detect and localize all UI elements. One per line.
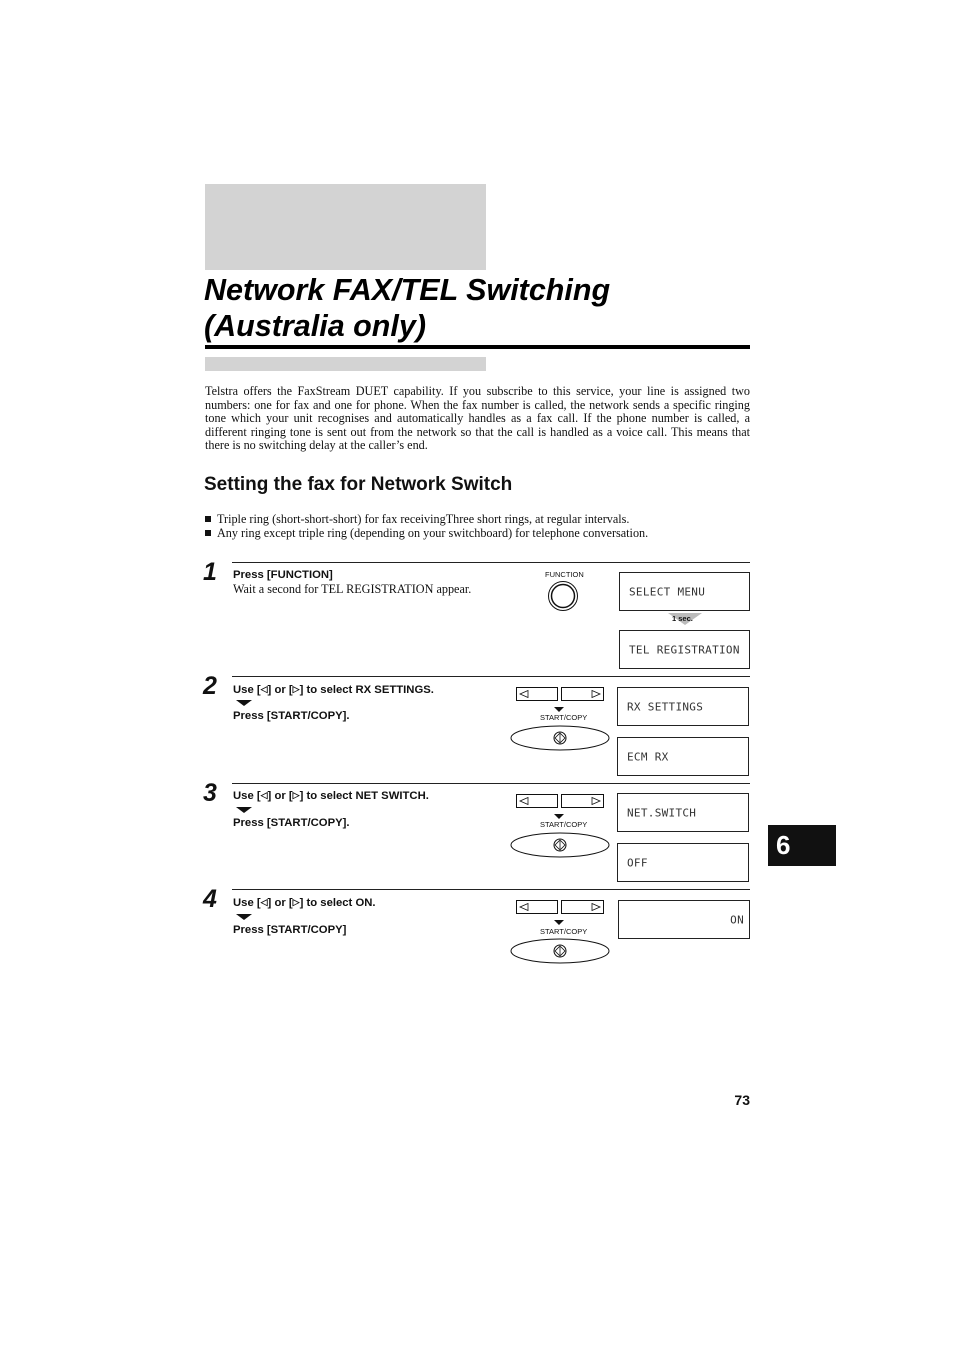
page-number: 73 xyxy=(734,1092,750,1108)
step-number: 4 xyxy=(203,885,217,913)
then-arrow-icon xyxy=(236,807,252,813)
lcd-display: ECM RX xyxy=(617,737,749,776)
intro-paragraph: Telstra offers the FaxStream DUET capability. If you subscribe to this service, your line is assigned two numbers: one for fax and one for phone. When the fax number is called, the network sends a specific ringing tone which your unit recognises and automatically handles as a fax call. If the phone number is called, a different ringing tone is sent out from the network so that the call is handled as a voice call. This means that there is no switching delay at the caller’s end. xyxy=(205,384,750,453)
step-divider xyxy=(232,783,750,784)
then-arrow-icon xyxy=(236,700,252,706)
then-arrow-icon xyxy=(236,914,252,920)
title-rule xyxy=(205,345,750,349)
right-arrow-icon: ▷ xyxy=(292,684,300,694)
step-divider xyxy=(232,676,750,677)
step-note: Wait a second for TEL REGISTRATION appear. xyxy=(233,582,472,596)
step-number: 3 xyxy=(203,779,217,807)
start-copy-key-label: START/COPY xyxy=(540,927,588,936)
right-arrow-icon: ▷ xyxy=(292,790,300,800)
square-bullet-icon xyxy=(205,530,211,536)
left-arrow-icon: ◁ xyxy=(260,897,268,907)
delay-label: 1 sec. xyxy=(672,614,693,623)
step-instruction: Press [START/COPY]. xyxy=(233,817,350,829)
step-divider xyxy=(232,562,750,563)
lcd-display: OFF xyxy=(617,843,749,882)
step-instruction: Use [◁] or [▷] to select ON. xyxy=(233,897,376,909)
start-copy-key-label: START/COPY xyxy=(540,820,588,829)
bullet-item: Any ring except triple ring (depending on your switchboard) for telephone conversation. xyxy=(205,526,750,540)
step-divider xyxy=(232,889,750,890)
step-instruction: Press [START/COPY] xyxy=(233,924,347,936)
step-number: 1 xyxy=(203,558,217,586)
step-instruction: Use [◁] or [▷] to select NET SWITCH. xyxy=(233,790,429,802)
square-bullet-icon xyxy=(205,516,211,522)
step-instruction: Press [START/COPY]. xyxy=(233,710,350,722)
title-line-2: (Australia only) xyxy=(204,309,427,343)
header-grey-strip xyxy=(205,357,486,371)
title-line-1: Network FAX/TEL Switching xyxy=(204,273,611,307)
left-arrow-icon: ◁ xyxy=(260,790,268,800)
lcd-display: RX SETTINGS xyxy=(617,687,749,726)
page-title xyxy=(204,272,764,344)
section-heading: Setting the fax for Network Switch xyxy=(204,474,513,495)
lcd-display: ON xyxy=(618,900,750,939)
lcd-display: NET.SWITCH xyxy=(617,793,749,832)
step-instruction: Press [FUNCTION] xyxy=(233,569,333,581)
start-copy-key-label: START/COPY xyxy=(540,713,588,722)
lcd-display: SELECT MENU xyxy=(619,572,750,611)
step-number: 2 xyxy=(203,672,217,700)
right-arrow-icon: ▷ xyxy=(292,897,300,907)
bullet-item: Triple ring (short-short-short) for fax receivingThree short rings, at regular intervals. xyxy=(205,512,750,526)
step-instruction: Use [◁] or [▷] to select RX SETTINGS. xyxy=(233,684,434,696)
lcd-display: TEL REGISTRATION xyxy=(619,630,750,669)
header-grey-block xyxy=(205,184,486,270)
function-key-label: FUNCTION xyxy=(545,570,584,579)
chapter-tab: 6 xyxy=(768,825,836,866)
function-key-icon xyxy=(547,580,579,612)
left-arrow-icon: ◁ xyxy=(260,684,268,694)
